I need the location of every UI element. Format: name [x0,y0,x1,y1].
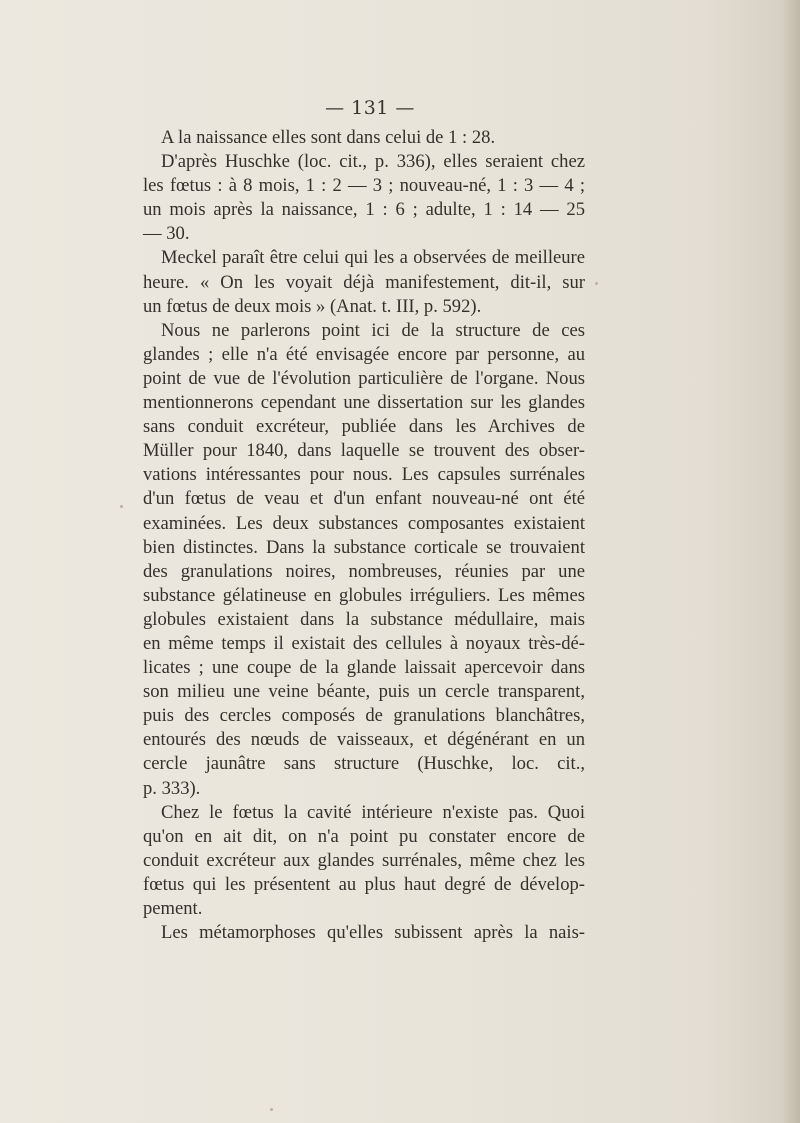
text-line: D'après Huschke (loc. cit., p. 336), elles seraient chez [161,151,585,173]
paper-speck [120,505,123,508]
text-line: les fœtus : à 8 mois, 1 : 2 — 3 ; nouveau-né, 1 : 3 — 4 ; [143,175,585,197]
text-line: Müller pour 1840, dans laquelle se trouvent des obser- [143,440,585,462]
text-line: globules existaient dans la substance médullaire, mais [143,608,585,630]
text-line: mentionnerons cependant une dissertation sur les glandes [143,392,585,414]
text-line: un fœtus de deux mois » (Anat. t. III, p. 592). [143,295,482,317]
text-line: d'un fœtus de veau et d'un enfant nouveau-né ont été [143,488,585,510]
page-edge-shadow [782,0,800,1123]
text-line: point de vue de l'évolution particulière de l'organe. Nous [143,367,585,389]
text-line: vations intéressantes pour nous. Les capsules surrénales [143,464,585,486]
text-line: fœtus qui les présentent au plus haut degré de dévelop- [143,873,585,895]
text-line: — 30. [143,223,190,245]
text-line: licates ; une coupe de la glande laissait apercevoir dans [143,657,585,679]
text-line: Les métamorphoses qu'elles subissent après la nais- [161,922,585,944]
text-line: examinées. Les deux substances composantes existaient [143,512,585,534]
text-line: puis des cercles composés de granulations blanchâtres, [143,705,585,727]
text-line: cercle jaunâtre sans structure (Huschke, loc. cit., [143,753,585,775]
text-line: conduit excréteur aux glandes surrénales, même chez les [143,849,585,871]
text-line: un mois après la naissance, 1 : 6 ; adulte, 1 : 14 — 25 [143,199,585,221]
text-line: heure. « On les voyait déjà manifestement, dit-il, sur [143,271,585,293]
text-line: son milieu une veine béante, puis un cercle transparent, [143,681,585,703]
text-line: A la naissance elles sont dans celui de 1 : 28. [161,127,496,148]
text-line: substance gélatineuse en globules irréguliers. Les mêmes [143,584,585,606]
text-line: glandes ; elle n'a été envisagée encore par personne, au [143,343,585,365]
text-line: p. 333). [143,777,201,799]
text-line: qu'on en ait dit, on n'a point pu constater encore de [143,825,585,847]
paper-speck [270,1108,273,1111]
text-line: bien distinctes. Dans la substance corticale se trouvaient [143,536,585,558]
text-line: Meckel paraît être celui qui les a observées de meilleure [161,247,585,269]
text-line: sans conduit excréteur, publiée dans les Archives de [143,416,585,438]
page-number: — 131 — [325,97,415,119]
text-line: des granulations noires, nombreuses, réunies par une [143,560,585,582]
text-line: entourés des nœuds de vaisseaux, et dégénérant en un [143,729,585,751]
text-line: pement. [143,898,203,919]
body-text [143,126,585,945]
text-line: Chez le fœtus la cavité intérieure n'existe pas. Quoi [161,801,585,823]
text-line: en même temps il existait des cellules à noyaux très-dé- [143,632,585,654]
paper-speck [595,282,598,285]
text-line: Nous ne parlerons point ici de la structure de ces [161,319,585,341]
